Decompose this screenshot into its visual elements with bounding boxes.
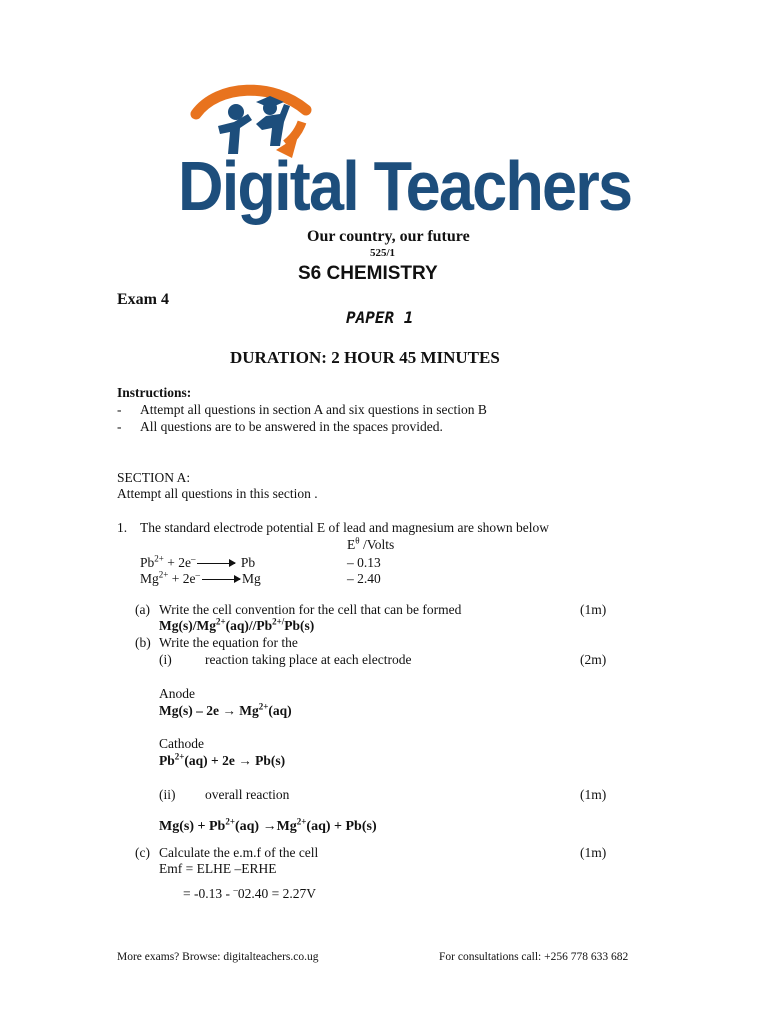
- part-b-i-marks: (2m): [580, 652, 607, 667]
- cathode-equation: $Pb^{2+}(aq) + 2e \to Pb(s)$: [159, 751, 286, 768]
- part-b-label: (b): [135, 635, 151, 650]
- potential-lead: – 0.13: [347, 555, 381, 570]
- part-b-i-label: (i): [159, 652, 172, 667]
- half-equation-lead: $Pb^{2+} + 2e^-$ Pb: [140, 553, 256, 570]
- duration: DURATION: 2 HOUR 45 MINUTES: [230, 348, 500, 367]
- part-a-label: (a): [135, 602, 150, 617]
- emf-formula: Emf = ELHE –ERHE: [159, 861, 277, 876]
- cathode-label: Cathode: [159, 736, 204, 751]
- brand-name: Digital Teachers: [178, 147, 632, 225]
- paper-code: 525/1: [370, 247, 396, 259]
- part-b-ii-label: (ii): [159, 787, 176, 802]
- exam-label: Exam 4: [117, 291, 169, 308]
- arrow-icon: [197, 563, 235, 564]
- overall-equation: $Mg(s) + Pb^{2+}(aq) \to Mg^{2+}(aq) + Pb(s)$: [159, 816, 377, 834]
- instruction-dash: -: [117, 402, 122, 417]
- part-b-ii-marks: (1m): [580, 787, 607, 802]
- anode-equation: $Mg(s) - 2e \to Mg^{2+}(aq)$: [159, 701, 292, 718]
- part-a-marks: (1m): [580, 602, 607, 617]
- paper-label: PAPER 1: [346, 308, 414, 327]
- instruction-dash: -: [117, 419, 122, 434]
- part-c-marks: (1m): [580, 845, 607, 860]
- part-a-answer: $Mg(s)/Mg^{2+}(aq)//Pb^{2+/}Pb(s)$: [159, 616, 315, 633]
- footer-website: More exams? Browse: digitalteachers.co.ug: [117, 951, 319, 963]
- subject-title: S6 CHEMISTRY: [298, 263, 438, 284]
- part-b-i-text: reaction taking place at each electrode: [205, 652, 412, 667]
- part-c-label: (c): [135, 845, 150, 860]
- part-b-text: Write the equation for the: [159, 635, 298, 650]
- part-b-ii-text: overall reaction: [205, 787, 290, 802]
- section-title: SECTION A:: [117, 470, 191, 485]
- anode-label: Anode: [159, 686, 195, 701]
- instruction-item: All questions are to be answered in the spaces provided.: [140, 419, 443, 434]
- potential-magnesium: – 2.40: [347, 571, 381, 586]
- emf-calculation: = -0.13 - –02.40 = 2.27V: [183, 884, 316, 901]
- part-a-text: Write the cell convention for the cell that can be formed: [159, 602, 462, 617]
- section-note: Attempt all questions in this section .: [117, 486, 318, 501]
- instructions-heading: Instructions:: [117, 385, 192, 400]
- footer-contact: For consultations call: +256 778 633 682: [439, 951, 629, 963]
- potential-column-header: $E^\theta$ /Volts: [347, 535, 395, 552]
- question-text: The standard electrode potential E of lead and magnesium are shown below: [140, 520, 549, 535]
- tagline: Our country, our future: [307, 228, 470, 245]
- arrow-icon: [202, 579, 240, 580]
- part-c-text: Calculate the e.m.f of the cell: [159, 845, 319, 860]
- instruction-item: Attempt all questions in section A and six questions in section B: [140, 402, 487, 417]
- half-equation-magnesium: $Mg^{2+} + 2e^-$ Mg: [140, 569, 261, 586]
- question-number: 1.: [117, 520, 128, 535]
